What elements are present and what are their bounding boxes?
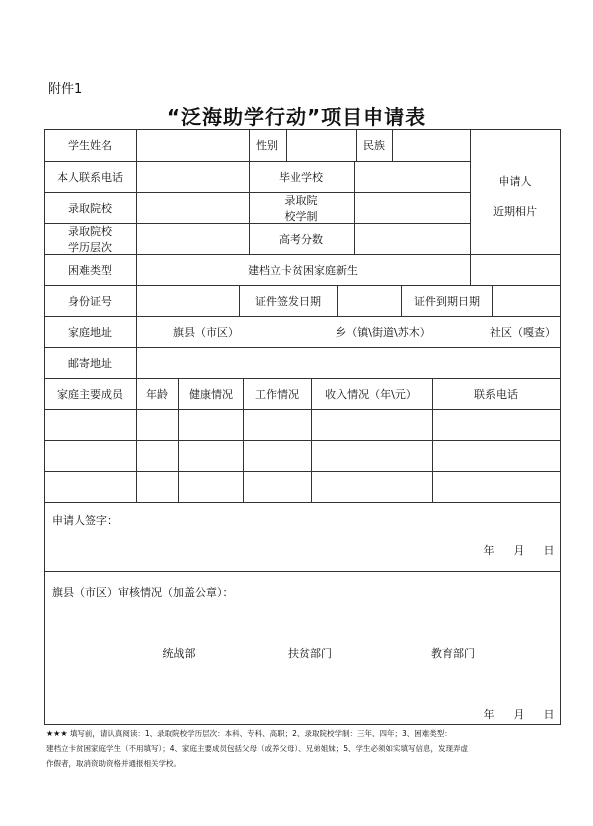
duration-label-line1: 录取院 bbox=[284, 194, 318, 207]
star-icon: ★★★ bbox=[46, 729, 68, 738]
address-community: 社区（嘎查） bbox=[490, 326, 556, 339]
signature-year: 年 bbox=[483, 544, 495, 557]
admit-school-label: 录取院校 bbox=[68, 202, 112, 215]
photo-label-line1: 申请人 bbox=[498, 175, 532, 188]
id-number-label: 身份证号 bbox=[68, 295, 112, 308]
gaokao-label: 高考分数 bbox=[279, 233, 323, 246]
phone-label: 本人联系电话 bbox=[57, 171, 123, 184]
age-header: 年龄 bbox=[146, 388, 168, 401]
address-town: 乡（镇\街道\苏木） bbox=[335, 326, 431, 339]
hardship-label: 困难类型 bbox=[68, 264, 112, 277]
photo-label-line2: 近期相片 bbox=[493, 205, 537, 218]
dept-poverty: 扶贫部门 bbox=[288, 647, 332, 660]
dept-education: 教育部门 bbox=[431, 647, 475, 660]
family-members-header: 家庭主要成员 bbox=[57, 388, 123, 401]
level-label-line1: 录取院校 bbox=[68, 225, 112, 238]
contact-phone-header: 联系电话 bbox=[474, 388, 518, 401]
expiry-date-label: 证件到期日期 bbox=[414, 295, 480, 308]
hardship-value: 建档立卡贫困家庭新生 bbox=[248, 264, 358, 277]
duration-label-line2: 校学制 bbox=[284, 210, 318, 223]
grad-school-label: 毕业学校 bbox=[279, 171, 323, 184]
footnote-line1 bbox=[46, 726, 566, 741]
mail-address-label: 邮寄地址 bbox=[68, 357, 112, 370]
review-day: 日 bbox=[543, 708, 555, 721]
address-county: 旗县（市区） bbox=[173, 326, 239, 339]
footnote-text1: 填写前，请认真阅读：1、录取院校学历层次：本科、专科、高职；2、录取院校学制：三年、四年；3、困难类型： bbox=[69, 729, 452, 738]
income-header: 收入情况（年\元） bbox=[325, 388, 417, 401]
dept-united-front: 统战部 bbox=[162, 647, 196, 660]
applicant-signature-label: 申请人签字： bbox=[52, 514, 118, 527]
work-header: 工作情况 bbox=[255, 388, 299, 401]
review-label: 旗县（市区）审核情况（加盖公章）： bbox=[52, 586, 234, 599]
review-month: 月 bbox=[513, 708, 525, 721]
level-label-line2: 学历层次 bbox=[68, 241, 112, 254]
home-address-label: 家庭地址 bbox=[68, 326, 112, 339]
student-name-label: 学生姓名 bbox=[68, 139, 112, 152]
form-title: “泛海助学行动”项目申请表 bbox=[166, 105, 427, 129]
footnote-line2: 建档立卡贫困家庭学生（不用填写）；4、家庭主要成员包括父母（或养父母）、兄弟姐妹；5、学生必须如实填写信息，发现弄虚 bbox=[46, 744, 469, 753]
attachment-label: 附件1 bbox=[48, 82, 83, 97]
signature-month: 月 bbox=[513, 544, 525, 557]
footnote bbox=[46, 726, 566, 771]
review-year: 年 bbox=[483, 708, 495, 721]
health-header: 健康情况 bbox=[189, 388, 233, 401]
issue-date-label: 证件签发日期 bbox=[255, 295, 321, 308]
application-form-table bbox=[44, 129, 561, 725]
signature-day: 日 bbox=[543, 544, 555, 557]
ethnicity-label: 民族 bbox=[363, 139, 385, 152]
gender-label: 性别 bbox=[256, 139, 278, 152]
footnote-line3: 作假者，取消资助资格并通报相关学校。 bbox=[46, 759, 181, 768]
